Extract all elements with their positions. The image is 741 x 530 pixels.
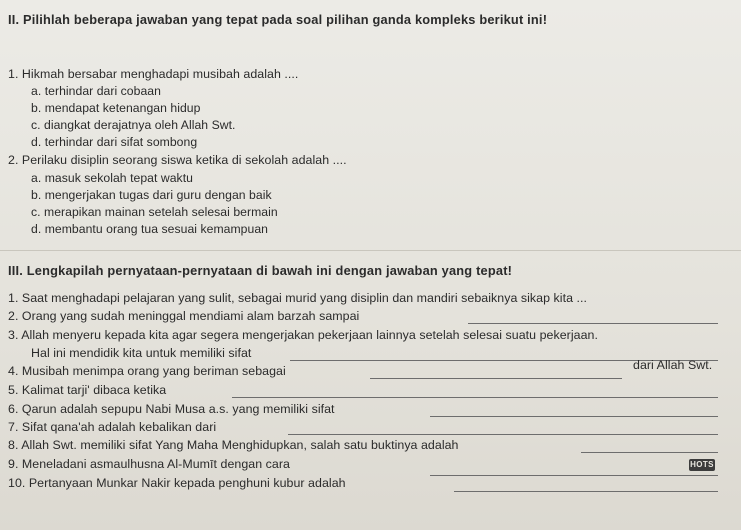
question-2-option-c: c. merapikan mainan setelah selesai bermain [31,205,278,219]
hots-badge: HOTS [690,460,714,469]
fill-item-5: 5. Kalimat tarji' dibaca ketika [8,383,167,397]
fill-item-8: 8. Allah Swt. memiliki sifat Yang Maha Menghidupkan, salah satu buktinya adalah [8,438,459,452]
question-1-option-a: a. terhindar dari cobaan [31,84,161,98]
question-1-option-b: b. mendapat ketenangan hidup [31,101,201,115]
question-2-stem: 2. Perilaku disiplin seorang siswa ketika di sekolah adalah .... [8,153,347,167]
answer-blank-6[interactable] [430,416,718,417]
fill-item-7: 7. Sifat qana'ah adalah kebalikan dari [8,420,217,434]
fill-item-2: 2. Orang yang sudah meninggal mendiami alam barzah sampai [8,309,360,323]
fill-item-6: 6. Qarun adalah sepupu Nabi Musa a.s. yang memiliki sifat [8,402,335,416]
question-2-option-a: a. masuk sekolah tepat waktu [31,171,193,185]
answer-blank-4[interactable] [370,378,622,379]
fill-item-1: 1. Saat menghadapi pelajaran yang sulit, sebagai murid yang disiplin dan mandiri sebaiknya sikap kita ... [8,291,587,305]
fill-item-9: 9. Meneladani asmaulhusna Al-Mumīt dengan cara [8,457,290,471]
answer-blank-2[interactable] [468,323,718,324]
answer-blank-5[interactable] [232,397,718,398]
question-1-stem: 1. Hikmah bersabar menghadapi musibah adalah .... [8,67,299,81]
fill-item-3: 3. Allah menyeru kepada kita agar segera mengerjakan pekerjaan lainnya setelah selesai suatu pekerjaan. [8,328,598,342]
question-2-option-b: b. mengerjakan tugas dari guru dengan baik [31,188,272,202]
fill-item-10: 10. Pertanyaan Munkar Nakir kepada penghuni kubur adalah [8,476,346,490]
section-2-heading: II. Pilihlah beberapa jawaban yang tepat pada soal pilihan ganda kompleks berikut ini! [8,12,548,27]
answer-blank-7[interactable] [288,434,718,435]
answer-blank-10[interactable] [454,491,718,492]
answer-blank-8[interactable] [581,452,718,453]
question-1-option-c: c. diangkat derajatnya oleh Allah Swt. [31,118,236,132]
question-1-option-d: d. terhindar dari sifat sombong [31,135,198,149]
section-3-heading: III. Lengkapilah pernyataan-pernyataan di bawah ini dengan jawaban yang tepat! [8,263,513,278]
section-divider [0,250,741,251]
fill-item-4: 4. Musibah menimpa orang yang beriman sebagai [8,364,286,378]
answer-blank-9[interactable] [430,475,718,476]
question-2-option-d: d. membantu orang tua sesuai kemampuan [31,222,268,236]
fill-item-3-continuation: Hal ini mendidik kita untuk memiliki sifat [31,346,252,360]
fill-item-4-suffix: dari Allah Swt. [633,358,713,372]
